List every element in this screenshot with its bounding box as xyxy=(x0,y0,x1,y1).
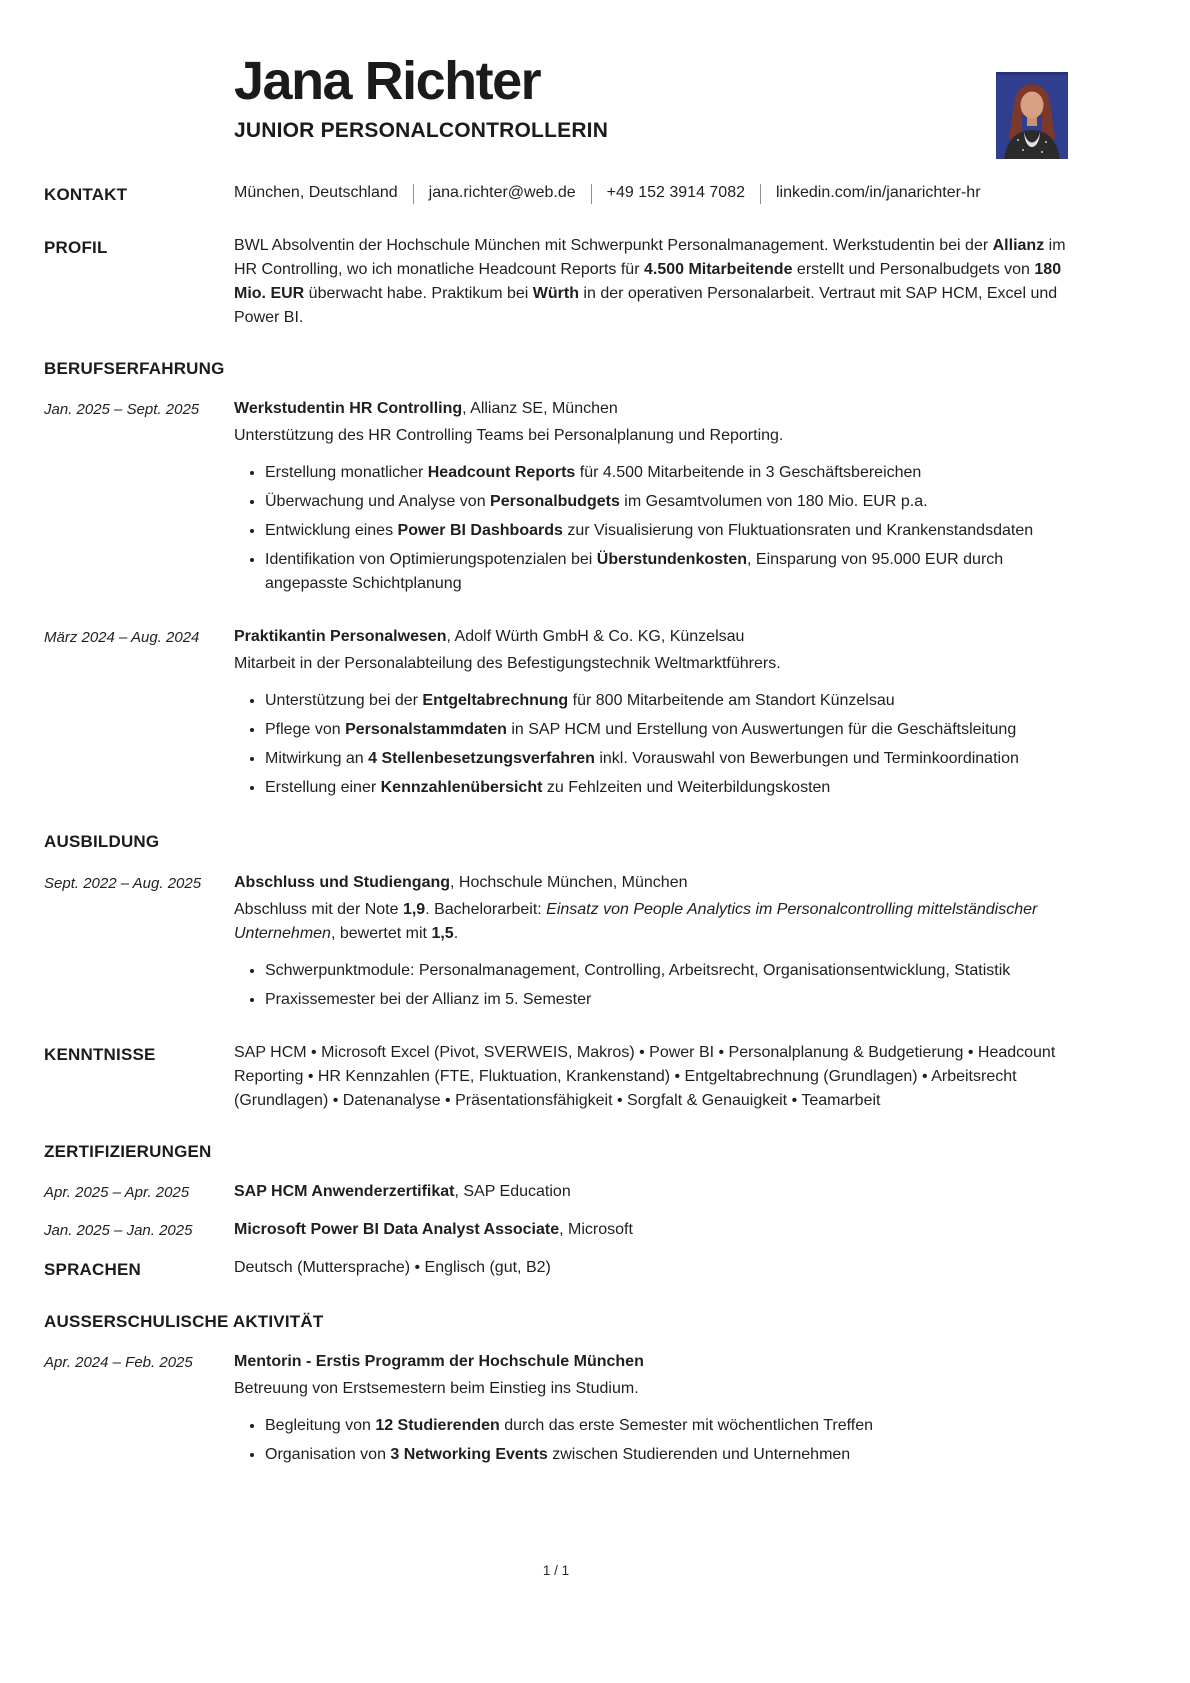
resume-header xyxy=(234,52,1068,159)
certification-entry-1-title: SAP HCM Anwenderzertifikat, SAP Education xyxy=(234,1183,571,1200)
section-label-kontakt: KONTAKT xyxy=(44,185,128,204)
activity-entry-date: Apr. 2024 – Feb. 2025 xyxy=(44,1354,193,1371)
bullet-item: • Mitwirkung an 4 Stellenbesetzungsverfahren inkl. Vorauswahl von Bewerbungen und Terminkoordination xyxy=(265,747,1068,771)
certification-entry-2-title: Microsoft Power BI Data Analyst Associate, Microsoft xyxy=(234,1220,633,1238)
certification-entry-2-body xyxy=(234,1218,1068,1243)
section-kenntnisse xyxy=(44,1041,1068,1113)
person-job-title: JUNIOR PERSONALCONTROLLERIN xyxy=(234,119,609,143)
header-text xyxy=(234,52,608,147)
experience-entry-1-summary: Unterstützung des HR Controlling Teams bei Personalplanung und Reporting. xyxy=(234,427,784,444)
contact-item: +49 152 3914 7082 xyxy=(607,181,776,205)
profile-photo-image xyxy=(996,72,1068,159)
contact-list xyxy=(234,181,1068,205)
bullet-item: • Erstellung monatlicher Headcount Reports für 4.500 Mitarbeitende in 3 Geschäftsbereichen xyxy=(265,461,1068,485)
certification-entry-2-date: Jan. 2025 – Jan. 2025 xyxy=(44,1221,193,1239)
education-entry xyxy=(44,871,1068,1017)
contact-item: jana.richter@web.de xyxy=(429,181,607,205)
section-profil xyxy=(44,234,1068,330)
education-entry-body xyxy=(234,871,1068,1017)
activity-entry-title: Mentorin - Erstis Programm der Hochschule München xyxy=(234,1353,644,1370)
experience-entry-1 xyxy=(44,397,1068,601)
education-entry-bullets xyxy=(234,959,1068,1012)
page-number: 1 / 1 xyxy=(542,1562,570,1578)
section-kontakt xyxy=(44,181,1068,208)
bullet-item: • Entwicklung eines Power BI Dashboards zur Visualisierung von Fluktuationsraten und Krankenstandsdaten xyxy=(265,519,1068,543)
bullet-item: • Schwerpunktmodule: Personalmanagement, Controlling, Arbeitsrecht, Organisationsentwicklung, Statistik xyxy=(265,959,1068,983)
experience-entry-1-bullets xyxy=(234,461,1068,596)
skills-text: SAP HCM • Microsoft Excel (Pivot, SVERWEIS, Makros) • Power BI • Personalplanung & Budgetierung • Headcount Reporting • HR Kennzahlen (FTE, Fluktuation, Krankenstand) • Entgeltabrechnung (Grundlagen) • Arbeitsrecht (Grundlagen) • Datenanalyse • Präsentationsfähigkeit • Sorgfalt & Genauigkeit • Teamarbeit xyxy=(234,1043,1056,1109)
activity-entry-bullets xyxy=(234,1414,1068,1467)
bullet-item: • Unterstützung bei der Entgeltabrechnung für 800 Mitarbeitende am Standort Künzelsau xyxy=(265,689,1068,713)
education-entry-summary: Abschluss mit der Note 1,9. Bachelorarbeit: Einsatz von People Analytics im Personalcontrolling mittelständischer Unternehmen, bewertet mit 1,5. xyxy=(234,900,1038,942)
section-heading-ausbildung: AUSBILDUNG xyxy=(44,832,160,851)
bullet-item: • Organisation von 3 Networking Events zwischen Studierenden und Unternehmen xyxy=(265,1443,1068,1467)
bullet-item: • Identifikation von Optimierungspotenzialen bei Überstundenkosten, Einsparung von 95.000 EUR durch angepasste Schichtplanung xyxy=(265,548,1068,596)
languages-text: Deutsch (Muttersprache) • Englisch (gut, B2) xyxy=(234,1259,551,1276)
section-label-profil: PROFIL xyxy=(44,237,108,257)
certification-entry-1-body xyxy=(234,1180,1068,1205)
activity-entry-summary: Betreuung von Erstsemestern beim Einstieg ins Studium. xyxy=(234,1380,639,1397)
section-heading-zertifizierungen: ZERTIFIZIERUNGEN xyxy=(44,1141,212,1161)
kontakt-content xyxy=(234,181,1068,208)
contact-item: linkedin.com/in/janarichter-hr xyxy=(776,184,981,201)
certification-entry-1 xyxy=(44,1180,1068,1205)
experience-entry-2 xyxy=(44,625,1068,805)
activity-entry-body xyxy=(234,1350,1068,1472)
section-label-kenntnisse: KENNTNISSE xyxy=(44,1044,156,1064)
bullet-item: • Begleitung von 12 Studierenden durch das erste Semester mit wöchentlichen Treffen xyxy=(265,1414,1068,1438)
section-label-sprachen: SPRACHEN xyxy=(44,1260,142,1279)
experience-entry-2-title: Praktikantin Personalwesen, Adolf Würth GmbH & Co. KG, Künzelsau xyxy=(234,628,745,645)
section-heading-berufserfahrung: BERUFSERFAHRUNG xyxy=(44,358,225,378)
certification-entry-2 xyxy=(44,1218,1068,1243)
experience-entry-2-body xyxy=(234,625,1068,805)
experience-entry-2-bullets xyxy=(234,689,1068,800)
profile-photo xyxy=(996,72,1068,159)
experience-entry-2-date: März 2024 – Aug. 2024 xyxy=(44,629,200,646)
section-heading-ausserschulische-aktivitaet: AUSSERSCHULISCHE AKTIVITÄT xyxy=(44,1311,324,1331)
experience-entry-2-summary: Mitarbeit in der Personalabteilung des Befestigungstechnik Weltmarktführers. xyxy=(234,655,781,672)
profil-text: BWL Absolventin der Hochschule München mit Schwerpunkt Personalmanagement. Werkstudentin bei der Allianz im HR Controlling, wo ich monatliche Headcount Reports für 4.500 Mitarbeitende erstellt und Personalbudgets von 180 Mio. EUR überwacht habe. Praktikum bei Würth in der operativen Personalarbeit. Vertraut mit SAP HCM, Excel und Power BI. xyxy=(234,236,1066,326)
experience-entry-1-body xyxy=(234,397,1068,601)
experience-entry-1-title: Werkstudentin HR Controlling, Allianz SE, München xyxy=(234,400,618,417)
certification-entry-1-date: Apr. 2025 – Apr. 2025 xyxy=(44,1184,190,1201)
education-entry-date: Sept. 2022 – Aug. 2025 xyxy=(44,874,202,892)
education-entry-title: Abschluss und Studiengang, Hochschule München, München xyxy=(234,873,688,891)
bullet-item: • Pflege von Personalstammdaten in SAP HCM und Erstellung von Auswertungen für die Geschäftsleitung xyxy=(265,718,1068,742)
activity-entry xyxy=(44,1350,1068,1472)
contact-item: München, Deutschland xyxy=(234,181,429,205)
bullet-item: • Überwachung und Analyse von Personalbudgets im Gesamtvolumen von 180 Mio. EUR p.a. xyxy=(265,490,1068,514)
section-sprachen xyxy=(44,1256,1068,1283)
experience-entry-1-date: Jan. 2025 – Sept. 2025 xyxy=(44,401,200,418)
bullet-item: • Erstellung einer Kennzahlenübersicht zu Fehlzeiten und Weiterbildungskosten xyxy=(265,776,1068,800)
person-name: Jana Richter xyxy=(234,51,541,111)
bullet-item: • Praxissemester bei der Allianz im 5. Semester xyxy=(265,988,1068,1012)
